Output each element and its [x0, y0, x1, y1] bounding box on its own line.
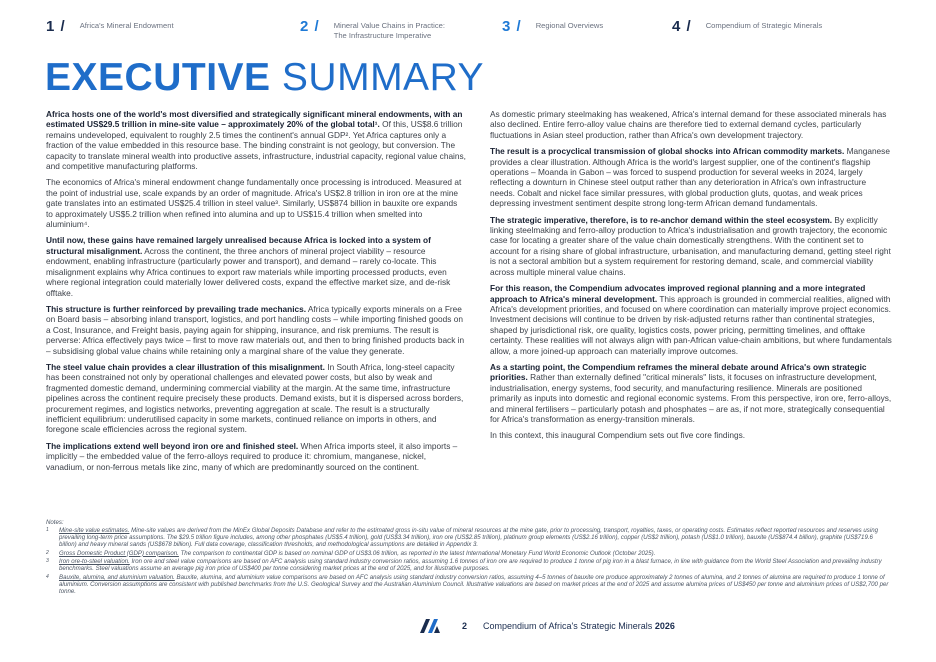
nav-item-4[interactable]: [672, 18, 822, 36]
footnote-body: [59, 574, 892, 595]
paragraph-body: Africa typically exports minerals on a Free on Board basis – absorbing inland transport, logistics, and port handling costs – while importing finished goods on a Cost, Insurance, and Freight basis, paying again for shipping, insurance, and risk premiums. The result is perverse: Africa effectively pays twice – first to move raw materials out, and then to bring finished products back in – subsidising global value chains while retaining only a marginal share of the value they generate.: [46, 303, 465, 356]
footnote-body: [59, 558, 892, 572]
paragraph-body: This approach is grounded in commercial realities, aligned with Africa's development priorities, and focused on where coordination can materially improve project economics. Investment decisions will continue to be driven by risk-adjusted returns rather than continental strategies, shaped by jurisdictional risk, ore quality, logistics costs, power pricing, permitting timelines, and offtake certainty. These realities will not always align with pan-African value-chain ambitions, but where fundamentals allow, a more joined-up approach can materially improve outcomes.: [490, 293, 892, 356]
page-title: [45, 56, 484, 100]
footnote: [46, 527, 892, 548]
footnotes: [46, 519, 892, 596]
footnote-text: The comparison to continental GDP is based on nominal GDP of US$3.06 trillion, as reported in the latest International Monetary Fund World Economic Outlook (October 2025).: [178, 549, 656, 557]
paragraph-lead: The result is a procyclical transmission of global shocks into African commodity markets.: [490, 146, 845, 157]
paragraph-body: As domestic primary steelmaking has weakened, Africa's internal demand for these associated minerals has also declined. Entire ferro-alloy value chains are therefore tied to external demand cycles, particularly fluctuations in Asian steel production, rather than Africa's own development trajectory.: [490, 109, 887, 140]
nav-number: 4 /: [672, 18, 692, 35]
footnote-text: Bauxite, alumina, and aluminium value comparisons are based on AFC analysis using standard industry conversion ratios, assuming 4–5 tonnes of bauxite ore produce approximately 2 tonnes of alumina, and 2 tonnes of alumina are required to produce 1 tonne of aluminium. Conversion assumptions are consistent with published benchmarks from the U.S. Geological Survey and the Australian Aluminium Council. Illustrative valuations are based on market prices at the end of 2025 and assume alumina prices of US$450 per tonne and aluminium prices of US$2,700 per tonne.: [59, 573, 889, 595]
nav-number: 2 /: [300, 18, 320, 35]
paragraph-body: Across the continent, the three anchors of mineral project viability – resource endowment, enabling infrastructure (particularly power and transport), and demand – rarely co-locate. This misalignment explains why Africa continues to export raw materials while importing processed products, even where regional integration could materially lower delivered costs, expand the effective market size, and de-risk offtake.: [46, 245, 451, 298]
footnote: [46, 574, 892, 595]
footer-title: [483, 621, 675, 631]
afc-logo-icon: [420, 619, 442, 633]
footnote-term: Gross Domestic Product (GDP) comparison.: [59, 549, 179, 557]
paragraph-lead: The implications extend well beyond iron ore and finished steel.: [46, 440, 299, 451]
paragraph: [46, 235, 466, 297]
footnote: [46, 558, 892, 572]
paragraph: [46, 109, 466, 171]
nav-label: Africa's Mineral Endowment: [79, 21, 174, 30]
paragraph-lead: As a starting point, the Compendium reframes the mineral debate around Africa's own strategic priorities.: [490, 361, 867, 383]
left-column: [46, 109, 466, 478]
paragraph-body: In this context, this inaugural Compendium sets out five core findings.: [490, 430, 746, 441]
paragraph: [46, 177, 466, 229]
paragraph-body: In South Africa, long-steel capacity has been constrained not only by operational challenges and elevated power costs, but also by weak and fragmented domestic demand, undermining commercial viability at the margin. At the same time, infrastructure pipelines across the continent require precisely these products. Demand exists, but it is dispersed across borders, procurement regimes, and logistics networks, preventing aggregation at scale. The result is a structurally inefficient equilibrium: underutilised capacity in some markets, continued reliance on imports in others, and foregone scale efficiencies across the regional system.: [46, 361, 464, 435]
paragraph-lead: The steel value chain provides a clear illustration of this misalignment.: [46, 361, 325, 372]
paragraph: [490, 109, 892, 140]
nav-item-1[interactable]: [46, 18, 174, 36]
paragraph: [490, 430, 892, 440]
footnote-term: Iron ore-to-steel valuation.: [59, 558, 130, 565]
footnote-text: Mine-site values are derived from the MinEx Global Deposits Database and refer to the estimated gross in-situ value of mineral resources at the mine gate, prior to processing, transport, royalties, taxes, or operating costs. Estimates reflect reported resources and reserves using prevailing long-term price assumptions. The $29.5 trillion figure includes, among other phosphates (US$5.4 trillion), gold (US$3.34 trillion), iron ore (US$2.85 trillion), platinum group elements (US$2.16 trillion), copper (US$2 trillion), potash (US$1.0 trillion), bauxite (US$874.4 billion), graphite (US$719.6 billion) and heavy mineral sands (US$678 billion). Full data coverage, classification thresholds, and methodological assumptions are detailed in Appendix 3.: [59, 527, 878, 548]
nav-label: Mineral Value Chains in Practice: The Infrastructure Imperative: [333, 21, 445, 40]
nav-number: 3 /: [502, 18, 522, 35]
paragraph-lead: The strategic imperative, therefore, is to re-anchor demand within the steel ecosystem.: [490, 214, 833, 225]
paragraph-lead: This structure is further reinforced by prevailing trade mechanics.: [46, 303, 307, 314]
nav-item-2[interactable]: [300, 18, 445, 40]
paragraph-lead: Until now, these gains have remained largely unrealised because Africa is locked into a system of structural misalignment.: [46, 235, 431, 256]
footnote-text: Iron ore and steel value comparisons are based on AFC analysis using standard industry conversion ratios, assuming 1.6 tonnes of iron ore are required to produce 1 tonne of pig iron in a blast furnace, in line with guidance from the World Steel Association and prevailing industry benchmarks. Steel valuations assume an average pig iron price of US$400 per tonne considering market prices at the end of 2025, and for illustrative purposes.: [59, 558, 882, 572]
top-navigation: [46, 18, 892, 48]
nav-label: Compendium of Strategic Minerals: [705, 21, 823, 30]
paragraph: [46, 441, 466, 472]
paragraph-lead: Africa hosts one of the world's most diversified and strategically significant mineral endowments, with an estimated US$29.5 trillion in mine-site value – approximately 20% of the global total¹.: [46, 109, 463, 130]
footnote-body: [59, 550, 655, 557]
paragraph-lead: For this reason, the Compendium advocates improved regional planning and a more integrated approach to Africa's mineral development.: [490, 283, 866, 304]
paragraph: [46, 304, 466, 356]
notes-title: Notes:: [46, 519, 64, 526]
footnote-term: Bauxite, alumina, and aluminium valuation.: [59, 573, 175, 581]
footnote-number: 2: [46, 549, 49, 556]
footnote-body: [59, 527, 892, 548]
paragraph-body: Rather than externally defined "critical minerals" lists, it focuses on infrastructure development, industrialisation, energy systems, food security, and manufacturing resilience. Minerals are positioned primarily as inputs into domestic and regional economic systems. From this perspective, iron ore, ferro-alloys, and mineral fertilisers – particularly potash and phosphates – are as, if not more, strategically consequential for Africa's transformation as energy-transition minerals.: [490, 372, 892, 424]
publication-name: Compendium of Africa's Strategic Minerals: [483, 621, 653, 631]
paragraph-body: Manganese provides a clear illustration. Although Africa is the world's largest supplier, one of the continent's flagship operations – Moanda in Gabon – was forced to suspend production for several weeks in 2024, largely reflecting a downturn in Chinese steel output rather than any deterioration in Africa's own infrastructure needs. Cobalt and nickel face similar pressures, with global production gluts, quotas, and weak prices depressing investment sentiment despite strong long-term African demand fundamentals.: [490, 146, 890, 209]
paragraph-body: By explicitly linking steelmaking and ferro-alloy production to Africa's industrialisation and growth trajectory, the economic case for locating a greater share of the value chain domestically strengthens. With the continent set to account for a rising share of global infrastructure, urbanisation, and manufacturing demand, getting steel right is not a sectoral ambition but a system requirement for restoring demand, scale, and commercial viability across multiple mineral value chains.: [490, 214, 891, 277]
nav-label: Regional Overviews: [535, 21, 604, 30]
paragraph: [490, 146, 892, 208]
title-light: SUMMARY: [270, 56, 485, 99]
nav-item-3[interactable]: [502, 18, 603, 36]
paragraph: [490, 283, 892, 356]
footnote-term: Mine-site value estimates.: [59, 527, 130, 534]
title-bold: EXECUTIVE: [45, 56, 271, 99]
page-footer: [420, 618, 675, 634]
footnote: [46, 550, 892, 557]
nav-number: 1 /: [46, 18, 66, 35]
publication-year: 2026: [654, 621, 675, 631]
paragraph: [490, 215, 892, 277]
right-column: [490, 109, 892, 447]
paragraph-body: When Africa imports steel, it also imports – implicitly – the embedded value of the ferro-alloys required to produce it: chromium, manganese, nickel, vanadium, or non-ferrous metals like zinc, many of which are predominantly sourced on the continent.: [46, 440, 458, 472]
paragraph: [490, 362, 892, 424]
footnote-number: 3: [46, 558, 49, 564]
paragraph-body: The economics of Africa's mineral endowment change fundamentally once processing is introduced. Measured at the point of industrial use, scale expands by an order of magnitude. Africa's US$2.8 trillion in iron ore at the mine gate translates into an estimated US$25.4 trillion in steel value³. Similarly, US$874 billion in bauxite ore expands to approximately US$5.2 trillion when refined into alumina and up to US$15.4 trillion when smelted into aluminium⁴.: [46, 177, 462, 230]
paragraph-body: Of this, US$8.6 trillion remains undeveloped, equivalent to roughly 2.5 times the continent's annual GDP². Yet Africa captures only a fraction of the value embedded in this resource base. The binding constraint is not geology, but conversion. The capacity to translate mineral wealth into productive assets, infrastructure, industrial capacity, regional value chains, and competitive manufacturing platforms.: [46, 119, 466, 172]
footnote-number: 1: [46, 527, 49, 533]
paragraph: [46, 362, 466, 435]
footnote-number: 4: [46, 573, 49, 580]
page-number: 2: [462, 621, 468, 631]
